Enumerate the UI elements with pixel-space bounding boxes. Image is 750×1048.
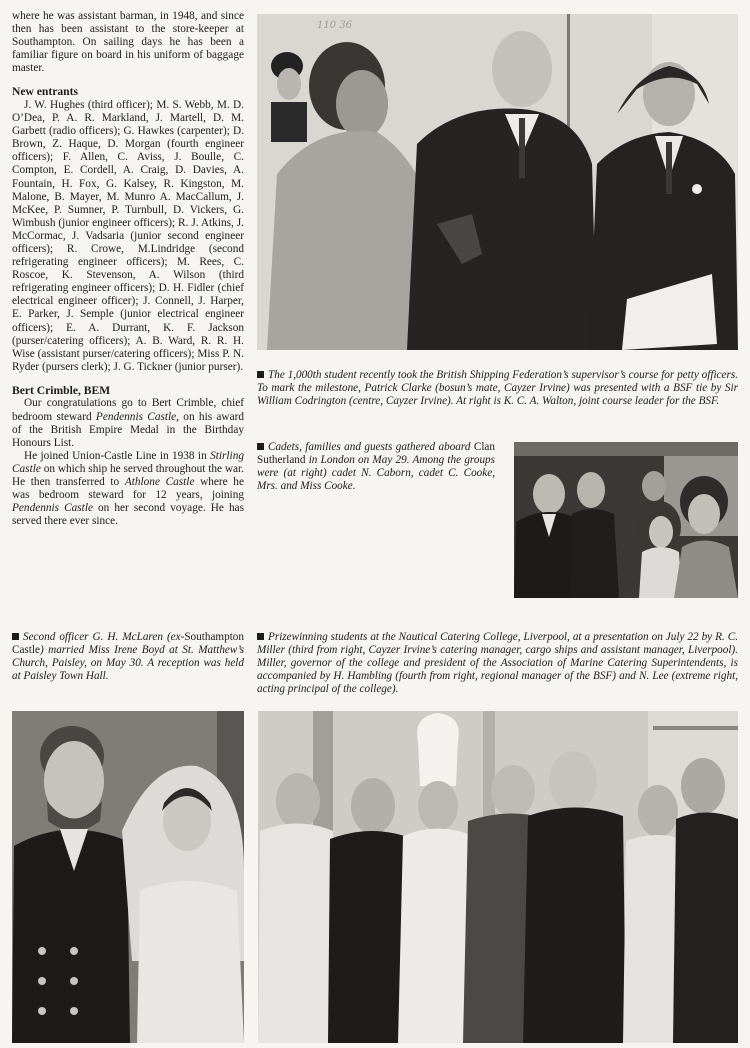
photo-wedding-mclaren (12, 711, 244, 1043)
ship-name: Southampton Castle (12, 631, 244, 656)
handwritten-mark: 110 36 (317, 20, 352, 31)
photo-cadets-clan-sutherland (514, 442, 738, 598)
bert-crimble-heading: Bert Crimble, BEM (12, 383, 111, 397)
new-entrants-body: J. W. Hughes (third officer); M. S. Webb, M. D. O’Dea, P. A. R. Markland, J. Martell, D. M. Garbett (radio officers); G. Hawkes (carpenter); D. Brown, Z. Haque, D. Morgan (fourth engineer officers); F. Allen, C. Aviss, J. Boulle, C. Compton, E. Cordell, A. Craig, D. Davies, A. Fountain, H. Fox, G. Kalsey, R. Kingston, M. Malone, B. Mayer, M. Munro A. MacCallum, J. McKee, P. Sumner, P. Turnbull, D. Vickers, G. Wimbush (junior engineer officers); R. J. Atkins, J. McCormac, J. Vadsaria (junior second engineer officers); R. Crowe, M.Lindridge (second refrigerating engineer officers); M. Rees, C. Roscoe, K. Stevenson, A. Wilson (third refrigerating engineer officers); D. H. Fidler (chief electrical engineer officer); J. Connell, J. Harper, E. Parker, J. Semple (junior electrical engineer officers); E. A. Durrant, K. F. Jackson (purser/catering officers); A. B. Ward, R. R. H. Wise (assistant purser/catering officers); Miss P. N. Ryder (pursers clerk); J. G. Tickner (junior purser). (12, 98, 244, 373)
bullet-square-icon (257, 633, 264, 640)
bert-crimble-para-2: He joined Union-Castle Line in 1938 in Stirling Castle on which ship he served throughout the war. He then transferred to Athlone Castle where he was bedroom steward for 12 years, joining Pendennis Castle on her second voyage. He has served there ever since. (12, 449, 244, 528)
bullet-square-icon (257, 371, 264, 378)
ship-name: Pendennis Castle (12, 502, 93, 515)
ship-name: Pendennis Castle (95, 410, 177, 423)
new-entrants-heading: New entrants (12, 85, 79, 99)
ship-name: Athlone Castle (124, 476, 195, 488)
intro-paragraph: where he was assistant barman, in 1948, and since then has been assistant to the store-keeper at Southampton. On sailing days he has been a familiar figure on board in his uniform of baggage master. (12, 10, 244, 75)
caption-bsf-tie: The 1,000th student recently took the British Shipping Federation’s supervisor’s course for petty officers. To mark the milestone, Patrick Clarke (bosun’s mate, Cayzer Irvine) was presented with a BSF tie by Sir William Codrington (centre, Cayzer Irvine). At right is K. C. A. Walton, joint course leader for the BSF. (257, 369, 738, 407)
bullet-square-icon (257, 443, 264, 450)
ship-name: Stirling Castle (12, 449, 244, 475)
photo-bsf-tie-presentation (257, 14, 738, 350)
ship-name: Clan Sutherland (257, 441, 495, 466)
photo-prizewinning-students (258, 711, 738, 1043)
caption-wedding: Second officer G. H. McLaren (ex-Southampton Castle) married Miss Irene Boyd at St. Matthew’s Church, Paisley, on May 30. A reception was held at Paisley Town Hall. (12, 631, 244, 682)
caption-prizewinning: Prizewinning students at the Nautical Catering College, Liverpool, at a presentation on July 22 by R. C. Miller (third from right, Cayzer Irvine’s catering manager, cargo ships and assistant manager, Liverpool). Miller, governor of the college and president of the Association of Marine Catering Superintendents, is accompanied by H. Hambling (fourth from right, regional manager of the BSF) and N. Lee (extreme right, acting principal of the college). (257, 631, 738, 695)
caption-cadets: Cadets, families and guests gathered aboard Clan Sutherland in London on May 29. Among the groups were (at right) cadet N. Caborn, cadet C. Cooke, Mrs. and Miss Cooke. (257, 441, 495, 492)
left-column (12, 10, 244, 528)
bert-crimble-para-1: Our congratulations go to Bert Crimble, chief bedroom steward Pendennis Castle, on his award of the British Empire Medal in the Birthday Honours List. (12, 397, 245, 449)
bullet-square-icon (12, 633, 19, 640)
